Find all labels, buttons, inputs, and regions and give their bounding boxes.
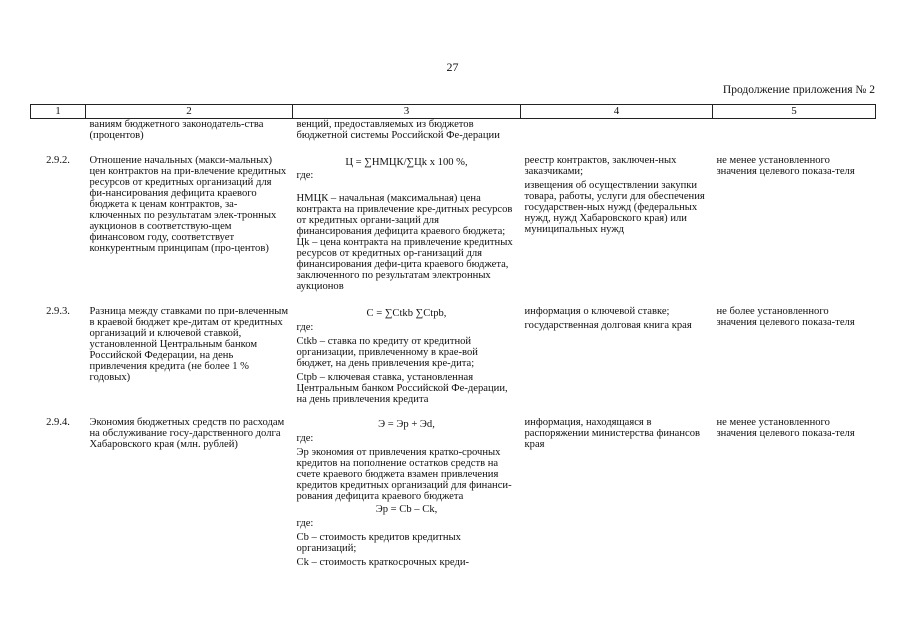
definition: Эр экономия от привлечения кратко-срочных кредитов на пополнение остатков средств на счете краевого бюджета взамен привлечения кредитов кредитных организаций для финанси-рования дефицита краевого бюджета	[296, 447, 512, 502]
column-header: 5	[713, 105, 876, 119]
table-row	[31, 155, 876, 306]
definition: Цk – цена контракта на привлечение кредитных ресурсов от кредитных ор-ганизаций для финансирования дефи-цита краевого бюджета, заключенного по результатам электронных аукционов	[296, 237, 513, 292]
definition: Ck – стоимость краткосрочных креди-	[296, 557, 470, 568]
source-cell	[521, 306, 713, 417]
formula: Ц = ∑НМЦК/∑Цk x 100 %,	[345, 157, 468, 168]
table-row	[31, 306, 876, 417]
method-cell: венций, предоставляемых из бюджетов бюджетной системы Российской Фе-дерации	[296, 119, 500, 141]
method-cell	[293, 155, 521, 306]
source: информация о ключевой ставке;	[524, 306, 670, 317]
definition: Сtkb – ставка по кредиту от кредитной организации, привлеченному в крае-вой бюджет, на день привлечения кре-дита;	[296, 336, 478, 369]
where-label: где:	[296, 518, 314, 529]
source: извещения об осуществлении закупки товара, работы, услуги для обеспечения государствен-ных нужд (федеральных нужд, нужд Хабаровского края) или муниципальных нужд	[524, 180, 705, 235]
column-header: 2	[86, 105, 293, 119]
row-number: 2.9.4.	[46, 417, 70, 428]
target-cell: не менее установленного значения целевого показа-теля	[716, 155, 855, 177]
table-row	[31, 417, 876, 568]
indicator-cell: ваниям бюджетного законодатель-ства (процентов)	[89, 119, 264, 141]
indicator-cell: Отношение начальных (макси-мальных) цен контрактов на при-влечение кредитных ресурсов от кредитных организаций для фи-нансирования дефицита краевого бюджета к ценам контрактов, за-ключенных по результатам элек-тронных аукционов в соответствую-щем финансовом году, соответствует конкурентным принципам (про-центов)	[89, 155, 287, 254]
row-number: 2.9.3.	[46, 306, 70, 317]
source: государственная долговая книга края	[524, 320, 692, 331]
column-header: 4	[521, 105, 713, 119]
formula: С = ∑Сtkb ∑Сtpb,	[366, 308, 447, 319]
indicator-cell: Разница между ставками по при-влеченным в краевой бюджет кре-дитам от кредитных организаций и ключевой ставкой, установленной Центральным банком Российской Федерации, на день привлечения кредита (не более 1 % годовых)	[89, 306, 289, 383]
source-cell	[521, 417, 713, 568]
appendix-note: Продолжение приложения № 2	[722, 84, 875, 96]
source: информация, находящаяся в распоряжении министерства финансов края	[524, 417, 701, 450]
formula: Эр = Cb – Ck,	[375, 504, 438, 515]
page-number: 27	[446, 60, 459, 74]
column-header: 1	[31, 105, 86, 119]
table-row-continuation	[31, 119, 876, 156]
definition: НМЦК – начальная (максимальная) цена контракта на привлечение кре-дитных ресурсов от кредитных органи-заций для финансирования дефицита краевого бюджета;	[296, 193, 513, 237]
definition: Сtpb – ключевая ставка, установленная Центральным банком Российской Фе-дерации, на день привлечения кредита	[296, 372, 508, 405]
where-label: где:	[296, 322, 314, 333]
indicator-cell: Экономия бюджетных средств по расходам на обслуживание госу-дарственного долга Хабаровского края (млн. рублей)	[89, 417, 285, 450]
source: реестр контрактов, заключен-ных заказчиками;	[524, 155, 677, 177]
indicators-table	[30, 104, 876, 568]
definition: Cb – стоимость кредитов кредитных организаций;	[296, 532, 461, 554]
where-label: где:	[296, 170, 314, 181]
row-number: 2.9.2.	[46, 155, 70, 166]
formula: Э = Эр + Эd,	[378, 419, 435, 430]
source-cell	[521, 155, 713, 306]
column-header: 3	[293, 105, 521, 119]
target-cell: не менее установленного значения целевого показа-теля	[716, 417, 855, 439]
method-cell	[293, 417, 521, 568]
where-label: где:	[296, 433, 314, 444]
table-header-row	[31, 105, 876, 119]
target-cell: не более установленного значения целевого показа-теля	[716, 306, 855, 328]
method-cell	[293, 306, 521, 417]
